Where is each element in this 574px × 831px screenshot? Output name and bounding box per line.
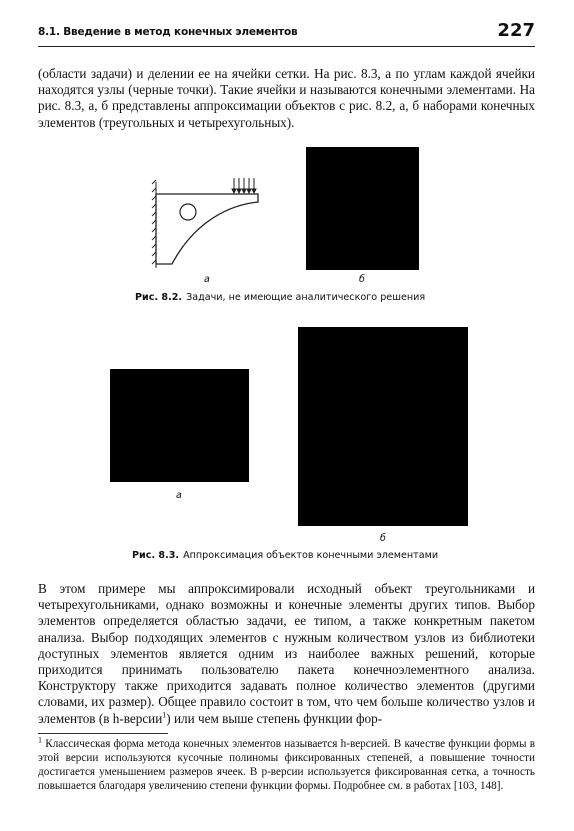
section-title: 8.1. Введение в метод конечных элементов xyxy=(38,26,298,38)
page-number: 227 xyxy=(497,20,535,41)
paragraph-main-end: ) или чем выше степень функции фор- xyxy=(166,710,383,726)
figure-8-3-caption xyxy=(132,550,438,561)
bracket-outline xyxy=(156,194,258,264)
page-header xyxy=(38,20,535,47)
hole xyxy=(180,204,196,220)
footnote xyxy=(38,737,535,793)
paragraph-main-text: В этом примере мы аппроксимировали исходный объект треугольниками и четырехугольниками, однако возможны и конечные элементы других типов. Выбор элементов определяется областью задачи, ее типом, а также конкретным пакетом анализа. Выбор подходящих элементов с нужным количеством узлов из библиотеки доступных элементов является одним из наиболее важных решений, которые приходится принимать пользователю пакета конечноэлементного анализа. Конструктору также приходится задавать полное количество элементов (другими словами, их размер). Общее правило состоит в том, что чем больше количество узлов и элементов (в h-версии xyxy=(38,581,535,726)
footnote-ref[interactable]: 1 xyxy=(162,710,167,720)
footnote-marker: 1 xyxy=(38,735,42,745)
figure-8-3a-image xyxy=(110,369,249,482)
paragraph-intro: (области задачи) и делении ее на ячейки сетки. На рис. 8.3, а по углам каждой ячейки находятся узлы (черные точки). Такие ячейки и называются конечными элементами. На рис. 8.3, а, б представлены аппроксимации объектов с рис. 8.2, а, б наборами конечных элементов (треугольных и четырехугольных). xyxy=(38,66,535,130)
paragraph-main xyxy=(38,581,535,727)
bracket-drawing xyxy=(150,172,270,272)
figure-8-2a-label: а xyxy=(204,274,210,285)
caption-number: Рис. 8.2. xyxy=(135,292,183,303)
figure-8-2-caption xyxy=(135,292,425,303)
figure-8-3b-image xyxy=(298,327,468,526)
figure-8-2b-image xyxy=(306,147,419,270)
caption-text: Задачи, не имеющие аналитического решения xyxy=(186,292,426,303)
caption-text: Аппроксимация объектов конечными элементами xyxy=(183,550,439,561)
figure-8-3b-label: б xyxy=(380,533,386,544)
footnote-text: Классическая форма метода конечных элементов называется h-версией. В качестве функции формы в этой версии используются кусочные полиномы фиксированных степеней, а повышение точности достигается уменьшением размеров ячеек. В p-версии используется фиксированная сетка, а точность повышается благодаря увеличению степени функции формы. Подробнее см. в работах [103, 148]. xyxy=(38,738,535,792)
figure-8-3a-label: а xyxy=(176,490,182,501)
load-arrows xyxy=(232,178,256,193)
caption-number: Рис. 8.3. xyxy=(132,550,180,561)
figure-8-2b-label: б xyxy=(359,274,365,285)
footnote-divider xyxy=(38,733,168,734)
